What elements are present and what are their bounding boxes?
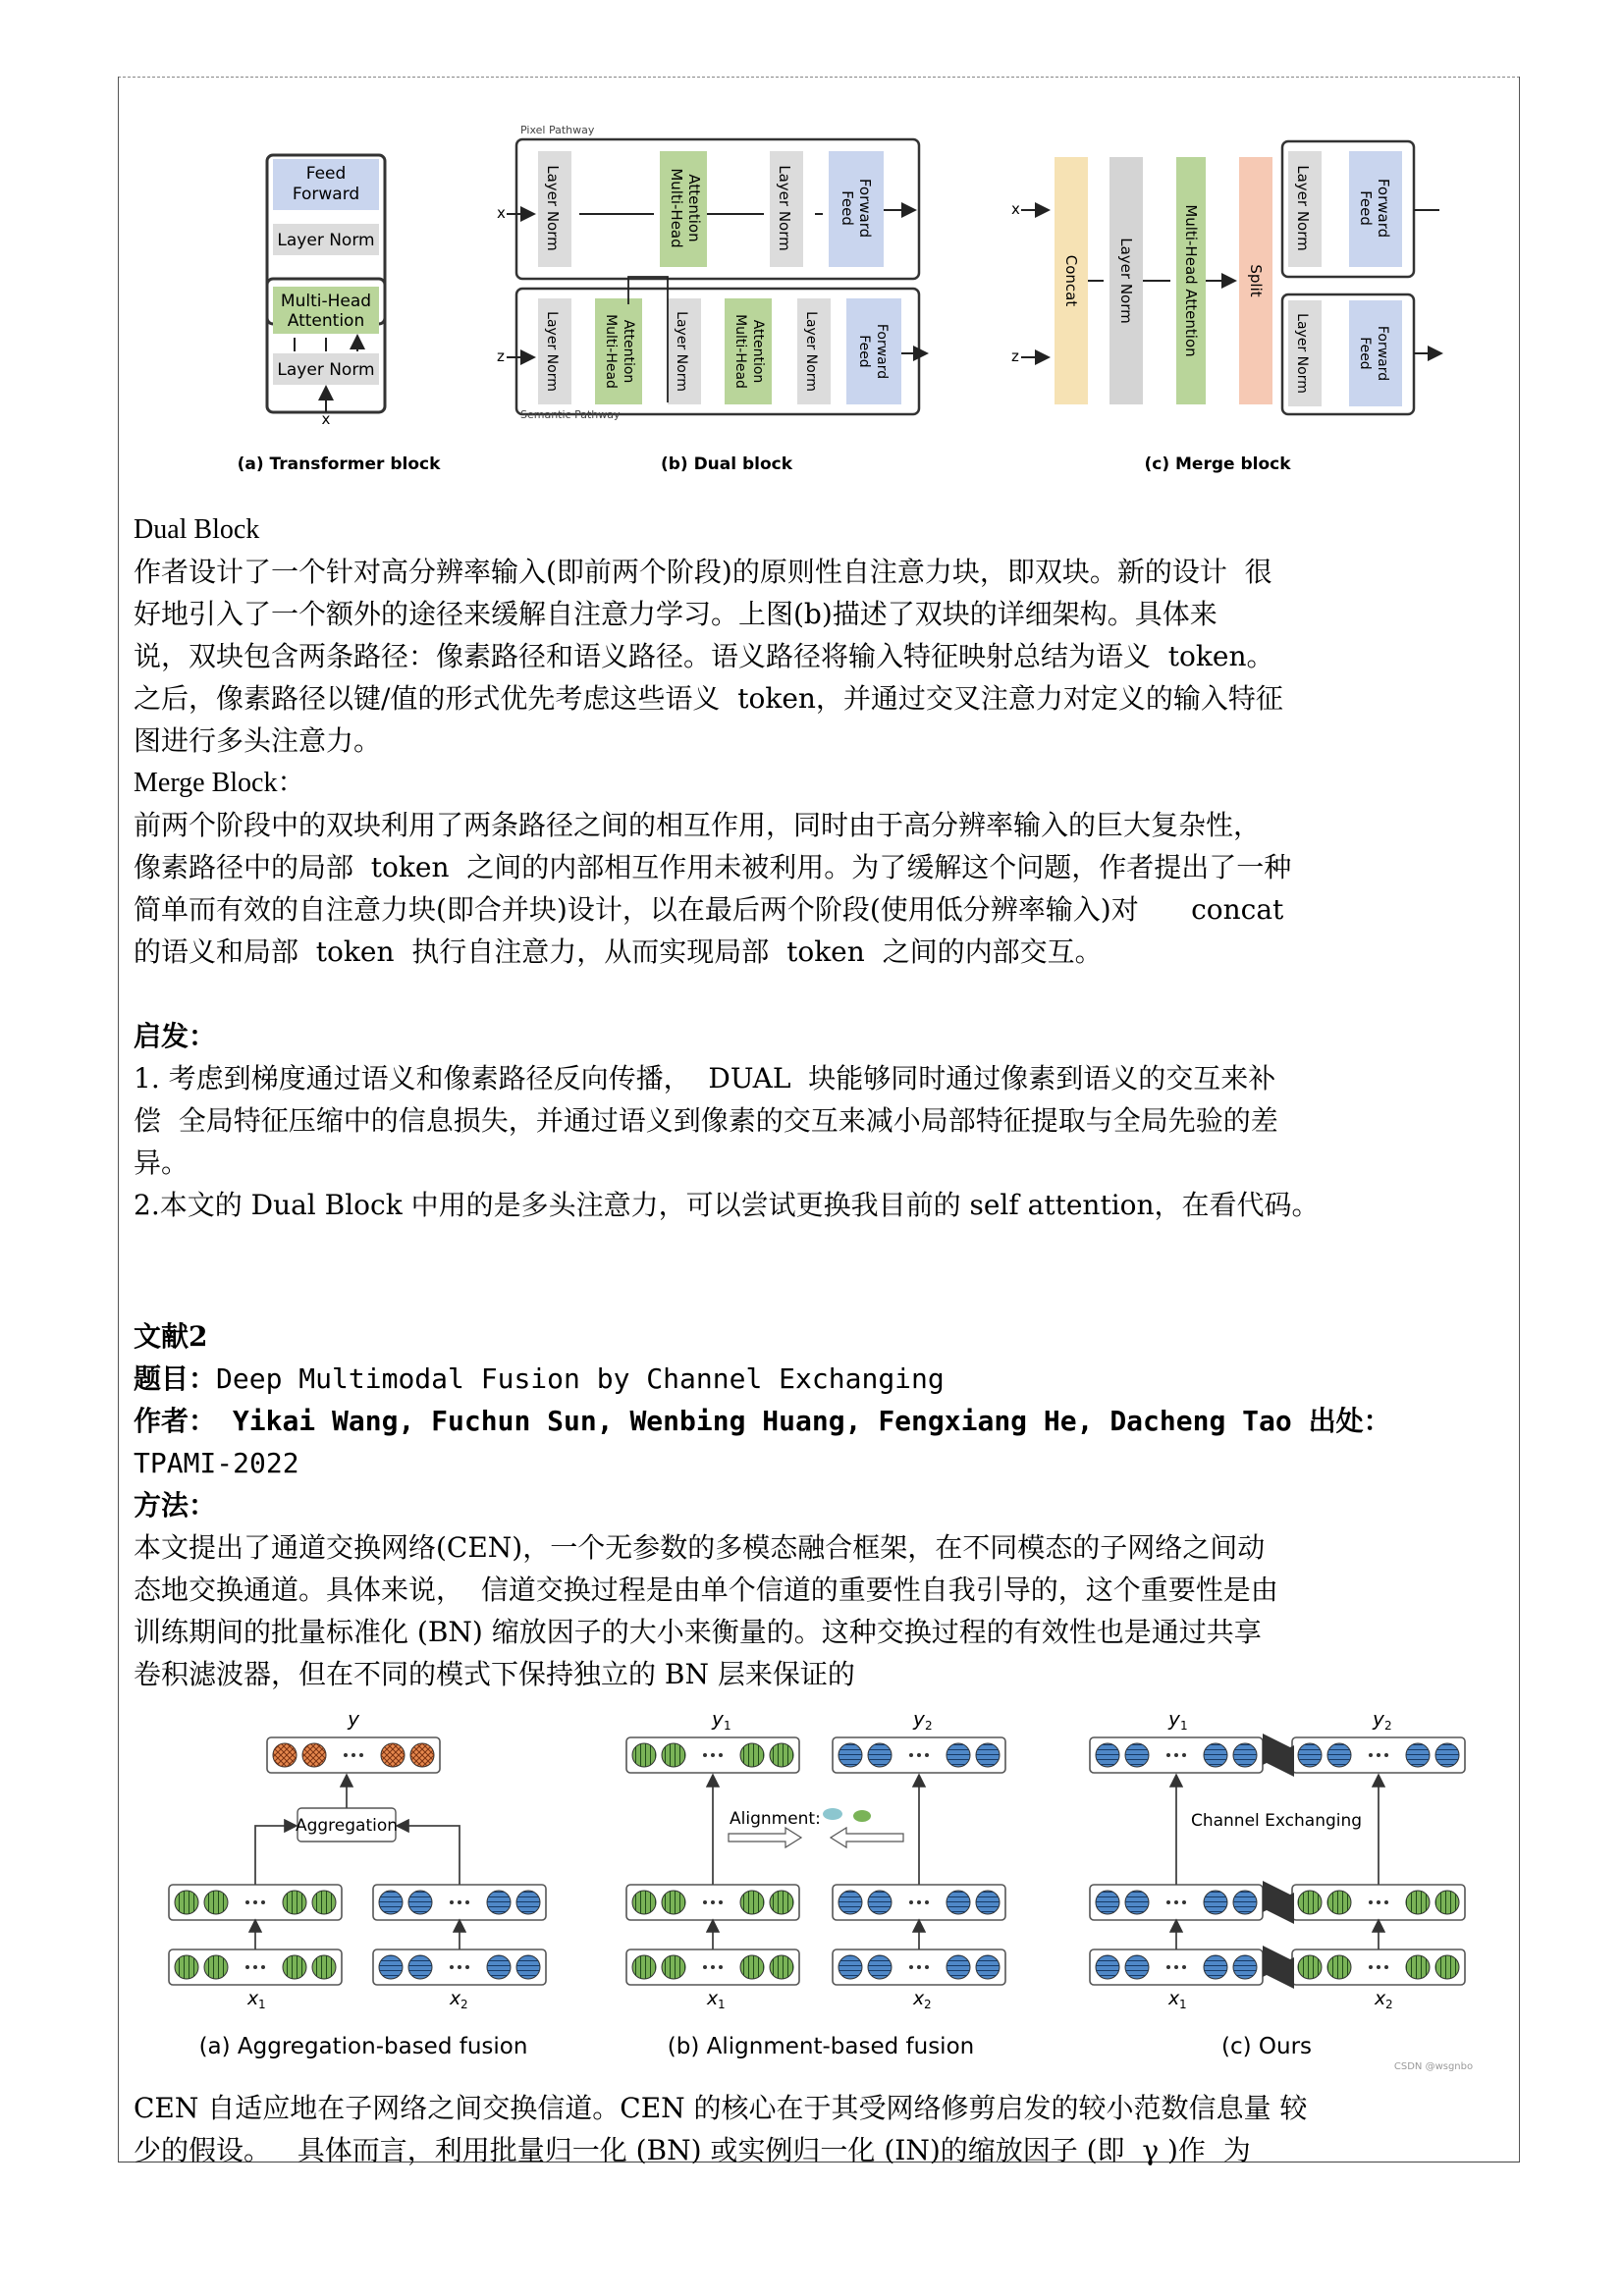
inspiration-heading: 启发：	[134, 1020, 217, 1052]
modality2-channel-row	[373, 1949, 546, 1985]
svg-text:Layer Norm: Layer Norm	[1294, 313, 1310, 394]
source-label: 出处：	[1308, 1405, 1391, 1437]
dual-block-section	[134, 508, 1503, 762]
modality1-channel-row	[1090, 1885, 1263, 1920]
watermark: CSDN @wsgnbo	[1393, 2061, 1474, 2072]
paragraph-line: 之后，像素路径以键/值的形式优先考虑这些语义 token，并通过交叉注意力对定义的输入特征	[134, 682, 1283, 715]
svg-text:2: 2	[1384, 1719, 1392, 1733]
merge-block-section	[134, 762, 1503, 973]
paragraph-line: 偿 全局特征压缩中的信息损失，并通过语义到像素的交互来减小局部特征提取与全局先验的差	[134, 1104, 1278, 1137]
aggregation-fusion-panel	[169, 1708, 546, 2059]
paragraph-line: 像素路径中的局部 token 之间的内部相互作用未被利用。为了缓解这个问题，作者提出了一种	[134, 851, 1292, 883]
svg-text:Multi-Head Attention: Multi-Head Attention	[1182, 204, 1200, 357]
paragraph-line: CEN 自适应地在子网络之间交换信道。CEN 的核心在于其受网络修剪启发的较小范数信息量 较	[134, 2092, 1308, 2124]
svg-text:Feed: Feed	[1357, 190, 1375, 226]
input-x-label: x	[321, 410, 331, 428]
svg-text:Forward: Forward	[856, 178, 874, 239]
svg-text:2: 2	[925, 1719, 933, 1733]
paragraph-line: 卷积滤波器，但在不同的模式下保持独立的 BN 层来保证的	[134, 1658, 855, 1690]
caption-ours: (c) Ours	[1220, 2034, 1313, 2059]
modality1-channel-row	[626, 1885, 799, 1920]
dual-block-diagram	[497, 124, 925, 474]
mha-label: Multi-Head	[280, 292, 372, 311]
svg-text:1: 1	[1180, 1719, 1188, 1733]
layer-norm-label: Layer Norm	[277, 231, 375, 250]
svg-text:Layer Norm: Layer Norm	[544, 165, 562, 251]
svg-text:2: 2	[924, 1998, 932, 2011]
paragraph-line: 训练期间的批量标准化 (BN) 缩放因子的大小来衡量的。这种交换过程的有效性也是通过共享	[134, 1616, 1262, 1648]
modality1-channel-row	[1090, 1949, 1263, 1985]
modality2-channel-row	[373, 1885, 546, 1920]
paragraph-line: 2.本文的 Dual Block 中用的是多头注意力，可以尝试更换我目前的 self attention，在看代码。	[134, 1189, 1320, 1221]
paragraph-line: 异。	[134, 1147, 189, 1179]
paragraph-line: 作者设计了一个针对高分辨率输入(即前两个阶段)的原则性自注意力块，即双块。新的设计 很	[134, 556, 1272, 588]
aggregation-label: Aggregation	[295, 1816, 399, 1836]
paper-ref: 文献2	[134, 1320, 208, 1353]
svg-text:Multi-Head: Multi-Head	[603, 314, 619, 389]
cen-section	[134, 2087, 1503, 2171]
channel-exchanging-label: Channel Exchanging	[1190, 1811, 1363, 1831]
paper-authors: Yikai Wang, Fuchun Sun, Wenbing Huang, Fengxiang He, Dacheng Tao	[216, 1405, 1309, 1437]
channel-exchanging-panel	[1090, 1708, 1465, 2059]
svg-text:Layer Norm: Layer Norm	[803, 311, 819, 392]
paragraph-line: 图进行多头注意力。	[134, 724, 382, 757]
svg-text:Multi-Head: Multi-Head	[732, 314, 748, 389]
inspiration-section	[134, 1015, 1503, 1226]
pixel-pathway-label: Pixel Pathway	[520, 124, 595, 136]
svg-text:Feed: Feed	[1357, 337, 1373, 370]
modality2-channel-row	[833, 1949, 1005, 1985]
paragraph-line: 态地交换通道。具体来说， 信道交换过程是由单个信道的重要性自我引导的，这个重要性是由	[134, 1574, 1278, 1606]
svg-text:Multi-Head: Multi-Head	[668, 168, 685, 248]
feed-forward-label: Feed	[305, 164, 347, 184]
paragraph-line: 说，双块包含两条路径：像素路径和语义路径。语义路径将输入特征映射总结为语义 token。	[134, 640, 1274, 672]
svg-text:Forward: Forward	[1375, 178, 1392, 239]
figure-fusion-comparison	[157, 1708, 1492, 2081]
figure-dual-merge-blocks	[236, 118, 1453, 481]
svg-text:Forward: Forward	[874, 323, 890, 380]
alignment-label: Alignment:	[730, 1809, 821, 1829]
output-channel-row	[267, 1737, 440, 1773]
caption-transformer: (a) Transformer block	[237, 454, 441, 474]
svg-text:1: 1	[1179, 1998, 1187, 2011]
concat-label: Concat	[1062, 254, 1080, 307]
svg-text:x: x	[450, 1988, 461, 2009]
caption-dual: (b) Dual block	[660, 454, 793, 474]
svg-text:2: 2	[1385, 1998, 1393, 2011]
svg-text:x: x	[913, 1988, 925, 2009]
caption-merge: (c) Merge block	[1144, 454, 1291, 474]
svg-text:y: y	[1168, 1708, 1180, 1731]
svg-text:Layer Norm: Layer Norm	[674, 311, 689, 392]
paragraph-line: 前两个阶段中的双块利用了两条路径之间的相互作用，同时由于高分辨率输入的巨大复杂性，	[134, 809, 1262, 841]
paragraph-line: 本文提出了通道交换网络(CEN)，一个无参数的多模态融合框架，在不同模态的子网络之间动	[134, 1531, 1266, 1564]
alignment-fusion-panel	[626, 1708, 1005, 2059]
output2-channel-row	[1292, 1737, 1465, 1773]
svg-text:y: y	[712, 1708, 724, 1731]
title-label: 题目：	[134, 1362, 217, 1395]
svg-text:2: 2	[460, 1998, 468, 2011]
svg-text:Layer Norm: Layer Norm	[1117, 238, 1135, 324]
modality1-channel-row	[626, 1949, 799, 1985]
svg-text:Forward: Forward	[292, 185, 360, 204]
merge-block-heading: Merge Block：	[134, 768, 305, 798]
paragraph-line: 的语义和局部 token 执行自注意力，从而实现局部 token 之间的内部交互。	[134, 935, 1103, 968]
output2-channel-row	[833, 1737, 1005, 1773]
svg-text:z: z	[1011, 347, 1019, 365]
paper-title: Deep Multimodal Fusion by Channel Exchanging	[216, 1362, 945, 1395]
output1-channel-row	[1090, 1737, 1263, 1773]
paragraph-line: 简单而有效的自注意力块(即合并块)设计，以在最后两个阶段(使用低分辨率输入)对 concat	[134, 893, 1284, 926]
modality2-channel-row	[1292, 1885, 1465, 1920]
svg-text:z: z	[497, 347, 505, 365]
output1-channel-row	[626, 1737, 799, 1773]
split-label: Split	[1247, 264, 1265, 297]
merge-block-diagram	[1011, 141, 1439, 474]
svg-text:Layer Norm: Layer Norm	[1294, 165, 1312, 251]
svg-text:x: x	[1168, 1988, 1180, 2009]
modality2-channel-row	[1292, 1949, 1465, 1985]
svg-text:Attention: Attention	[621, 319, 636, 384]
caption-aggregation: (a) Aggregation-based fusion	[198, 2034, 528, 2059]
paragraph-line: 1. 考虑到梯度通过语义和像素路径反向传播， DUAL 块能够同时通过像素到语义的交互来补	[134, 1062, 1276, 1095]
svg-text:x: x	[247, 1988, 259, 2009]
svg-text:1: 1	[718, 1998, 726, 2011]
svg-text:x: x	[707, 1988, 719, 2009]
svg-text:x: x	[1375, 1988, 1386, 2009]
caption-alignment: (b) Alignment-based fusion	[667, 2034, 975, 2059]
transformer-block-diagram	[238, 155, 441, 474]
svg-text:Attention: Attention	[685, 174, 703, 242]
svg-text:1: 1	[258, 1998, 266, 2011]
svg-text:x: x	[1011, 200, 1020, 218]
svg-text:y: y	[913, 1708, 925, 1731]
svg-text:1: 1	[724, 1719, 731, 1733]
dual-block-heading: Dual Block	[134, 514, 260, 545]
method-label: 方法：	[134, 1489, 217, 1522]
modality2-channel-row	[833, 1885, 1005, 1920]
paragraph-line: 好地引入了一个额外的途径来缓解自注意力学习。上图(b)描述了双块的详细架构。具体来	[134, 598, 1217, 630]
svg-text:Feed: Feed	[839, 190, 856, 226]
modality1-channel-row	[169, 1949, 342, 1985]
paragraph-line: 少的假设。 具体而言，利用批量归一化 (BN) 或实例归一化 (IN)的缩放因子 (即 γ )作 为	[134, 2134, 1251, 2166]
svg-text:Attention: Attention	[750, 319, 766, 384]
svg-text:Layer Norm: Layer Norm	[277, 360, 375, 380]
svg-text:Feed: Feed	[856, 335, 872, 368]
modality1-channel-row	[169, 1885, 342, 1920]
paper2-section	[134, 1315, 1503, 1695]
y-label: y	[348, 1708, 359, 1731]
svg-text:Layer Norm: Layer Norm	[544, 311, 560, 392]
svg-text:Attention: Attention	[287, 311, 365, 331]
semantic-pathway-label: Semantic Pathway	[520, 408, 621, 421]
paper-source: TPAMI-2022	[134, 1447, 299, 1479]
svg-text:y: y	[1373, 1708, 1384, 1731]
svg-text:Layer Norm: Layer Norm	[776, 165, 793, 251]
svg-text:x: x	[497, 204, 506, 222]
authors-label: 作者：	[134, 1405, 217, 1437]
svg-text:Forward: Forward	[1375, 325, 1390, 382]
